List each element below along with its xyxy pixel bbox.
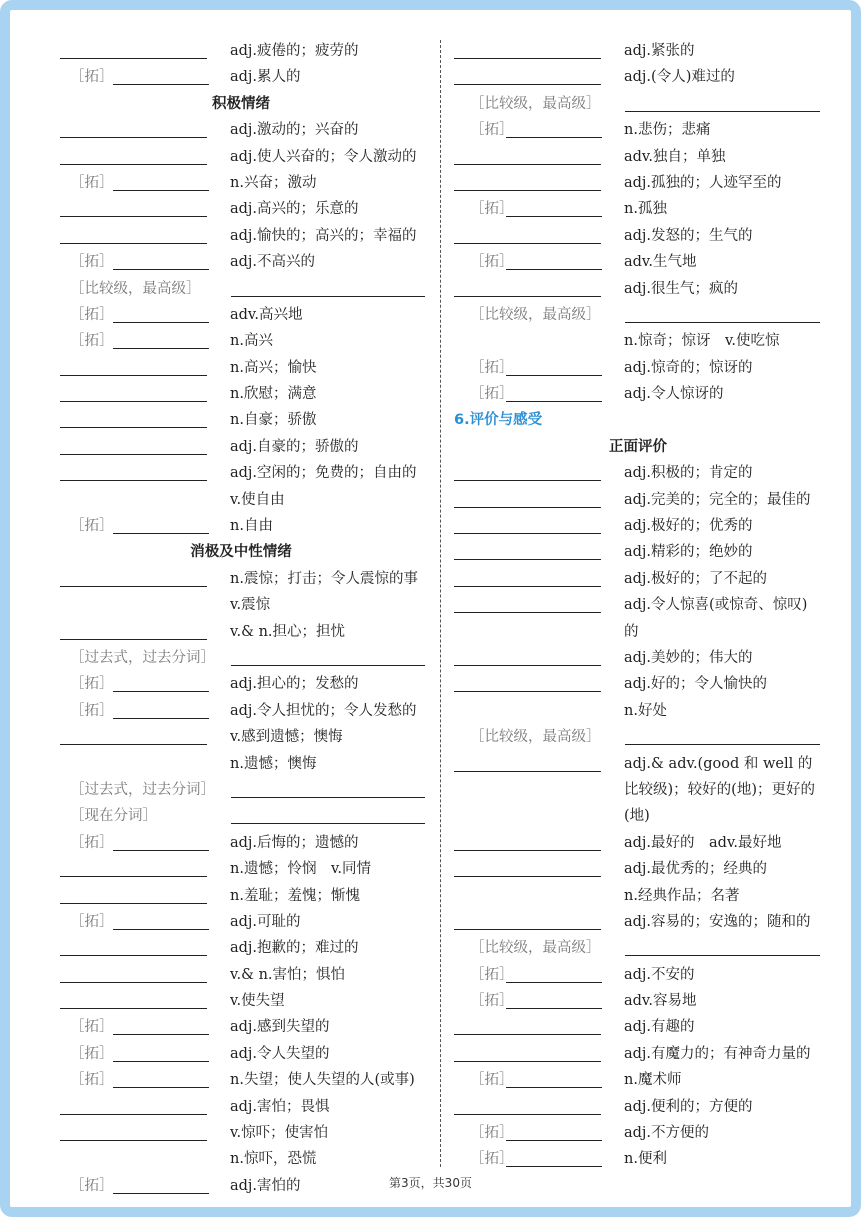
definition-text: n.高兴；愉快 bbox=[230, 359, 317, 376]
entry-row bbox=[444, 249, 832, 275]
entry-row bbox=[50, 434, 432, 460]
answer-blank[interactable] bbox=[506, 137, 602, 138]
entry-row bbox=[444, 751, 832, 830]
answer-blank[interactable] bbox=[60, 744, 207, 745]
answer-blank[interactable] bbox=[60, 982, 207, 983]
definition-text: adj.精彩的；绝妙的 bbox=[624, 544, 753, 561]
answer-blank[interactable] bbox=[113, 691, 209, 692]
answer-blank[interactable] bbox=[60, 137, 207, 138]
answer-blank[interactable] bbox=[506, 1008, 602, 1009]
entry-row bbox=[444, 328, 832, 354]
extension-tag: ［拓］ bbox=[470, 966, 514, 983]
definition-text: adj.最好的 adv.最好地 bbox=[624, 834, 782, 851]
definition-text: adj.发怒的；生气的 bbox=[624, 227, 753, 244]
answer-blank[interactable] bbox=[113, 1061, 209, 1062]
definition-text: adj.令人担忧的；令人发愁的 bbox=[230, 702, 417, 719]
answer-blank[interactable] bbox=[60, 639, 207, 640]
entry-row bbox=[444, 276, 832, 302]
definition-text: n.自豪；骄傲 bbox=[230, 412, 317, 429]
definition-text: n.羞耻；羞愧；惭愧 bbox=[230, 887, 360, 904]
answer-blank[interactable] bbox=[625, 955, 820, 956]
extension-tag: ［拓］ bbox=[70, 174, 114, 191]
answer-blank[interactable] bbox=[454, 1034, 601, 1035]
entry-row bbox=[50, 249, 432, 275]
answer-blank[interactable] bbox=[60, 903, 207, 904]
answer-blank[interactable] bbox=[60, 58, 207, 59]
entry-row bbox=[50, 777, 432, 803]
answer-blank[interactable] bbox=[60, 1008, 207, 1009]
entry-row bbox=[50, 698, 432, 724]
answer-blank[interactable] bbox=[506, 1140, 602, 1141]
answer-blank[interactable] bbox=[60, 454, 207, 455]
definition-text: n.魔术师 bbox=[624, 1072, 682, 1089]
answer-blank[interactable] bbox=[454, 691, 601, 692]
answer-blank[interactable] bbox=[113, 718, 209, 719]
definition-text: n.孤独 bbox=[624, 201, 667, 218]
entry-row bbox=[50, 407, 432, 433]
answer-blank[interactable] bbox=[113, 322, 209, 323]
entry-row bbox=[444, 962, 832, 988]
extension-tag: ［过去式，过去分词］ bbox=[70, 649, 215, 666]
answer-blank[interactable] bbox=[625, 111, 820, 112]
definition-text: adj.有魔力的；有神奇力量的 bbox=[624, 1045, 811, 1062]
entry-row bbox=[444, 223, 832, 249]
definition-text: adj.惊奇的；惊讶的 bbox=[624, 359, 753, 376]
extension-tag: ［拓］ bbox=[470, 993, 514, 1010]
definition-text: adj.后悔的；遗憾的 bbox=[230, 834, 359, 851]
definition-text: adj.美妙的；伟大的 bbox=[624, 650, 753, 666]
entry-row bbox=[444, 566, 832, 592]
extension-tag: ［比较级，最高级］ bbox=[470, 95, 601, 112]
answer-blank[interactable] bbox=[60, 401, 207, 402]
definition-text: adv.容易地 bbox=[624, 993, 697, 1010]
answer-blank[interactable] bbox=[60, 876, 207, 877]
answer-blank[interactable] bbox=[231, 823, 425, 824]
entry-row bbox=[444, 671, 832, 697]
answer-blank[interactable] bbox=[454, 1061, 601, 1062]
answer-blank[interactable] bbox=[506, 269, 602, 270]
entry-row bbox=[444, 381, 832, 407]
definition-text: n.经典作品；名著 bbox=[624, 887, 740, 904]
extension-tag: ［拓］ bbox=[70, 254, 114, 271]
category-heading: 消极及中性情绪 bbox=[190, 544, 292, 561]
entry-row bbox=[50, 513, 432, 539]
definition-text: adj.疲倦的；疲劳的 bbox=[230, 43, 359, 59]
extension-tag: ［比较级，最高级］ bbox=[470, 940, 601, 957]
definition-text: adj.令人惊喜(或惊奇、惊叹)的 bbox=[624, 597, 808, 640]
entry-row bbox=[50, 460, 432, 486]
entry-row bbox=[50, 355, 432, 381]
definition-text: adj.有趣的 bbox=[624, 1019, 695, 1036]
answer-blank[interactable] bbox=[506, 1087, 602, 1088]
definition-text: v.& n.担心；担忧 bbox=[230, 623, 346, 640]
entry-row bbox=[50, 170, 432, 196]
entry-row bbox=[444, 698, 832, 724]
definition-text: adj.不高兴的 bbox=[230, 254, 316, 271]
entry-row bbox=[444, 592, 832, 645]
extension-tag: ［拓］ bbox=[470, 254, 514, 271]
definition-text: v.惊吓；使害怕 bbox=[230, 1125, 329, 1142]
answer-blank[interactable] bbox=[454, 480, 601, 481]
entry-row bbox=[444, 117, 832, 143]
entry-row bbox=[444, 1094, 832, 1120]
answer-blank[interactable] bbox=[60, 1140, 207, 1141]
extension-tag: ［拓］ bbox=[470, 359, 514, 376]
entry-row bbox=[50, 909, 432, 935]
entry-row bbox=[444, 1014, 832, 1040]
entry-row bbox=[50, 988, 432, 1014]
entry-row bbox=[50, 962, 432, 988]
definition-text: adj.抱歉的；难过的 bbox=[230, 940, 359, 957]
answer-blank[interactable] bbox=[625, 744, 820, 745]
entry-row bbox=[50, 487, 432, 513]
definition-text: adj.好的；令人愉快的 bbox=[624, 676, 768, 693]
entry-row bbox=[444, 91, 832, 117]
extension-tag: ［拓］ bbox=[470, 1125, 514, 1142]
definition-text: adj.最优秀的；经典的 bbox=[624, 861, 768, 878]
extension-tag: ［拓］ bbox=[470, 386, 514, 403]
definition-text: adj.便利的；方便的 bbox=[624, 1098, 753, 1115]
definition-text: v.& n.害怕；惧怕 bbox=[230, 966, 346, 983]
answer-blank[interactable] bbox=[454, 84, 601, 85]
entry-row bbox=[50, 38, 432, 64]
extension-tag: ［拓］ bbox=[70, 676, 114, 693]
entry-row bbox=[50, 883, 432, 909]
answer-blank[interactable] bbox=[60, 216, 207, 217]
entry-row bbox=[50, 302, 432, 328]
answer-blank[interactable] bbox=[506, 982, 602, 983]
extension-tag: ［拓］ bbox=[470, 1072, 514, 1089]
entry-row bbox=[444, 883, 832, 909]
answer-blank[interactable] bbox=[113, 850, 209, 851]
definition-text: n.悲伤；悲痛 bbox=[624, 122, 711, 139]
definition-text: n.惊吓，恐慌 bbox=[230, 1151, 317, 1168]
answer-blank[interactable] bbox=[625, 322, 820, 323]
definition-text: adj.害怕的 bbox=[230, 1177, 301, 1194]
answer-blank[interactable] bbox=[454, 850, 601, 851]
definition-text: n.欣慰；满意 bbox=[230, 386, 317, 403]
extension-tag: ［拓］ bbox=[70, 1019, 114, 1036]
definition-text: v.感到遗憾；懊悔 bbox=[230, 729, 343, 746]
answer-blank[interactable] bbox=[454, 612, 601, 613]
definition-text: v.使自由 bbox=[230, 491, 285, 508]
entry-row bbox=[444, 909, 832, 935]
answer-blank[interactable] bbox=[454, 507, 601, 508]
definition-text: adj.孤独的；人迹罕至的 bbox=[624, 174, 782, 191]
answer-blank[interactable] bbox=[454, 586, 601, 587]
definition-text: adj.不方便的 bbox=[624, 1125, 710, 1142]
answer-blank[interactable] bbox=[60, 1114, 207, 1115]
definition-text: adj.愉快的；高兴的；幸福的 bbox=[230, 227, 417, 244]
entry-row bbox=[444, 856, 832, 882]
entry-row bbox=[50, 276, 432, 302]
entry-row bbox=[50, 328, 432, 354]
definition-text: n.好处 bbox=[624, 702, 667, 719]
left-column bbox=[50, 38, 432, 1199]
entry-row bbox=[50, 223, 432, 249]
definition-text: adj.很生气；疯的 bbox=[624, 280, 739, 297]
definition-text: v.震惊 bbox=[230, 597, 271, 614]
extension-tag: ［拓］ bbox=[70, 1177, 114, 1194]
extension-tag: ［拓］ bbox=[70, 702, 114, 719]
entry-row bbox=[50, 724, 432, 750]
definition-text: adj.不安的 bbox=[624, 966, 695, 983]
entry-row bbox=[444, 460, 832, 486]
answer-blank[interactable] bbox=[506, 1166, 602, 1167]
definition-text: n.惊奇；惊讶 v.使吃惊 bbox=[624, 333, 780, 350]
answer-blank[interactable] bbox=[454, 876, 601, 877]
answer-blank[interactable] bbox=[60, 427, 207, 428]
entry-row bbox=[50, 830, 432, 856]
entry-row bbox=[444, 830, 832, 856]
definition-text: adv.生气地 bbox=[624, 254, 697, 271]
entry-row bbox=[444, 64, 832, 90]
definition-text: n.失望；使人失望的人(或事) bbox=[230, 1072, 415, 1089]
answer-blank[interactable] bbox=[454, 164, 601, 165]
entry-row bbox=[444, 302, 832, 328]
entry-row bbox=[50, 619, 432, 645]
entry-row bbox=[444, 196, 832, 222]
answer-blank[interactable] bbox=[454, 665, 601, 666]
extension-tag: ［拓］ bbox=[470, 122, 514, 139]
entry-row bbox=[444, 487, 832, 513]
entry-row bbox=[444, 513, 832, 539]
entry-row bbox=[50, 566, 432, 592]
definition-text: adj.积极的；肯定的 bbox=[624, 465, 753, 482]
answer-blank[interactable] bbox=[454, 929, 601, 930]
answer-blank[interactable] bbox=[113, 929, 209, 930]
extension-tag: ［拓］ bbox=[70, 69, 114, 86]
definition-text: n.自由 bbox=[230, 518, 273, 535]
extension-tag: ［拓］ bbox=[470, 201, 514, 218]
extension-tag: ［拓］ bbox=[70, 333, 114, 350]
extension-tag: ［拓］ bbox=[70, 518, 114, 535]
extension-tag: ［拓］ bbox=[70, 913, 114, 930]
entry-row bbox=[50, 1146, 432, 1172]
definition-text: adj.可耻的 bbox=[230, 913, 301, 930]
entry-row bbox=[50, 64, 432, 90]
definition-text: adj.担心的；发愁的 bbox=[230, 676, 359, 693]
definition-text: n.遗憾；怜悯 v.同情 bbox=[230, 861, 372, 878]
answer-blank[interactable] bbox=[454, 771, 601, 772]
entry-row bbox=[444, 1041, 832, 1067]
answer-blank[interactable] bbox=[113, 348, 209, 349]
answer-blank[interactable] bbox=[506, 401, 602, 402]
definition-text: adj.累人的 bbox=[230, 69, 301, 86]
answer-blank[interactable] bbox=[231, 797, 425, 798]
answer-blank[interactable] bbox=[454, 58, 601, 59]
definition-text: adj.& adv.(good 和 well 的比较级)；较好的(地)；更好的(地) bbox=[624, 755, 815, 825]
answer-blank[interactable] bbox=[113, 190, 209, 191]
answer-blank[interactable] bbox=[454, 559, 601, 560]
entry-row bbox=[50, 935, 432, 961]
extension-tag: ［现在分词］ bbox=[70, 808, 157, 825]
answer-blank[interactable] bbox=[113, 84, 209, 85]
definition-text: adj.令人惊讶的 bbox=[624, 386, 724, 403]
answer-blank[interactable] bbox=[60, 955, 207, 956]
entry-row bbox=[50, 856, 432, 882]
entry-row bbox=[50, 592, 432, 618]
definition-text: n.震惊；打击；令人震惊的事 bbox=[230, 570, 418, 587]
answer-blank[interactable] bbox=[454, 533, 601, 534]
answer-blank[interactable] bbox=[113, 1193, 209, 1194]
answer-blank[interactable] bbox=[454, 190, 601, 191]
entry-row bbox=[444, 170, 832, 196]
definition-text: adv.独自；单独 bbox=[624, 148, 726, 165]
extension-tag: ［过去式，过去分词］ bbox=[70, 781, 215, 798]
category-heading: 正面评价 bbox=[609, 438, 667, 455]
definition-text: adv.高兴地 bbox=[230, 306, 303, 323]
definition-text: adj.极好的；优秀的 bbox=[624, 518, 753, 535]
definition-text: adj.感到失望的 bbox=[230, 1019, 330, 1036]
answer-blank[interactable] bbox=[454, 296, 601, 297]
entry-row bbox=[50, 381, 432, 407]
entry-row bbox=[444, 1067, 832, 1093]
entry-row bbox=[50, 751, 432, 777]
category-heading: 积极情绪 bbox=[212, 95, 270, 112]
answer-blank[interactable] bbox=[113, 533, 209, 534]
entry-row bbox=[50, 1067, 432, 1093]
entry-row bbox=[50, 196, 432, 222]
extension-tag: ［比较级，最高级］ bbox=[70, 280, 201, 297]
definition-text: adj.使人兴奋的；令人激动的 bbox=[230, 148, 417, 165]
answer-blank[interactable] bbox=[60, 375, 207, 376]
definition-text: adj.空闲的；免费的；自由的 bbox=[230, 465, 417, 482]
definition-text: adj.容易的；安逸的；随和的 bbox=[624, 913, 811, 930]
right-column bbox=[444, 38, 832, 1173]
column-divider bbox=[440, 40, 441, 1167]
definition-text: n.便利 bbox=[624, 1151, 667, 1168]
entry-row bbox=[444, 38, 832, 64]
extension-tag: ［拓］ bbox=[70, 834, 114, 851]
entry-row bbox=[444, 645, 832, 671]
extension-tag: ［拓］ bbox=[70, 1045, 114, 1062]
answer-blank[interactable] bbox=[60, 164, 207, 165]
definition-text: n.高兴 bbox=[230, 333, 273, 350]
definition-text: v.使失望 bbox=[230, 993, 285, 1010]
answer-blank[interactable] bbox=[454, 243, 601, 244]
entry-row bbox=[50, 144, 432, 170]
entry-row bbox=[444, 1146, 832, 1172]
answer-blank[interactable] bbox=[60, 243, 207, 244]
definition-text: n.遗憾；懊悔 bbox=[230, 755, 317, 772]
entry-row bbox=[444, 539, 832, 565]
entry-row bbox=[444, 1120, 832, 1146]
definition-text: adj.(令人)难过的 bbox=[624, 69, 735, 86]
answer-blank[interactable] bbox=[60, 480, 207, 481]
extension-tag: ［拓］ bbox=[470, 1151, 514, 1168]
entry-row bbox=[50, 1014, 432, 1040]
answer-blank[interactable] bbox=[231, 665, 425, 666]
entry-row bbox=[50, 1094, 432, 1120]
answer-blank[interactable] bbox=[113, 1034, 209, 1035]
section-title: 6.评价与感受 bbox=[454, 412, 543, 429]
page-footer: 第3页，共30页 bbox=[389, 1176, 472, 1190]
extension-tag: ［拓］ bbox=[70, 306, 114, 323]
entry-row bbox=[444, 144, 832, 170]
entry-row bbox=[50, 645, 432, 671]
answer-blank[interactable] bbox=[113, 1087, 209, 1088]
definition-text: adj.极好的；了不起的 bbox=[624, 570, 768, 587]
definition-text: adj.自豪的；骄傲的 bbox=[230, 438, 359, 455]
entry-row bbox=[444, 988, 832, 1014]
answer-blank[interactable] bbox=[454, 1114, 601, 1115]
definition-text: adj.害怕；畏惧 bbox=[230, 1098, 330, 1115]
entry-row bbox=[444, 724, 832, 750]
entry-row bbox=[50, 671, 432, 697]
answer-blank[interactable] bbox=[231, 296, 425, 297]
entry-row bbox=[444, 935, 832, 961]
answer-blank[interactable] bbox=[506, 375, 602, 376]
entry-row bbox=[444, 355, 832, 381]
definition-text: adj.高兴的；乐意的 bbox=[230, 201, 359, 218]
answer-blank[interactable] bbox=[506, 216, 602, 217]
definition-text: adj.紧张的 bbox=[624, 43, 695, 59]
definition-text: adj.完美的；完全的；最佳的 bbox=[624, 491, 811, 508]
extension-tag: ［拓］ bbox=[70, 1072, 114, 1089]
extension-tag: ［比较级，最高级］ bbox=[470, 729, 601, 746]
definition-text: n.兴奋；激动 bbox=[230, 174, 317, 191]
entry-row bbox=[50, 1041, 432, 1067]
entry-row bbox=[50, 1120, 432, 1146]
answer-blank[interactable] bbox=[60, 586, 207, 587]
answer-blank[interactable] bbox=[113, 269, 209, 270]
definition-text: adj.激动的；兴奋的 bbox=[230, 122, 359, 139]
extension-tag: ［比较级，最高级］ bbox=[470, 306, 601, 323]
entry-row bbox=[50, 117, 432, 143]
definition-text: adj.令人失望的 bbox=[230, 1045, 330, 1062]
entry-row bbox=[50, 803, 432, 829]
